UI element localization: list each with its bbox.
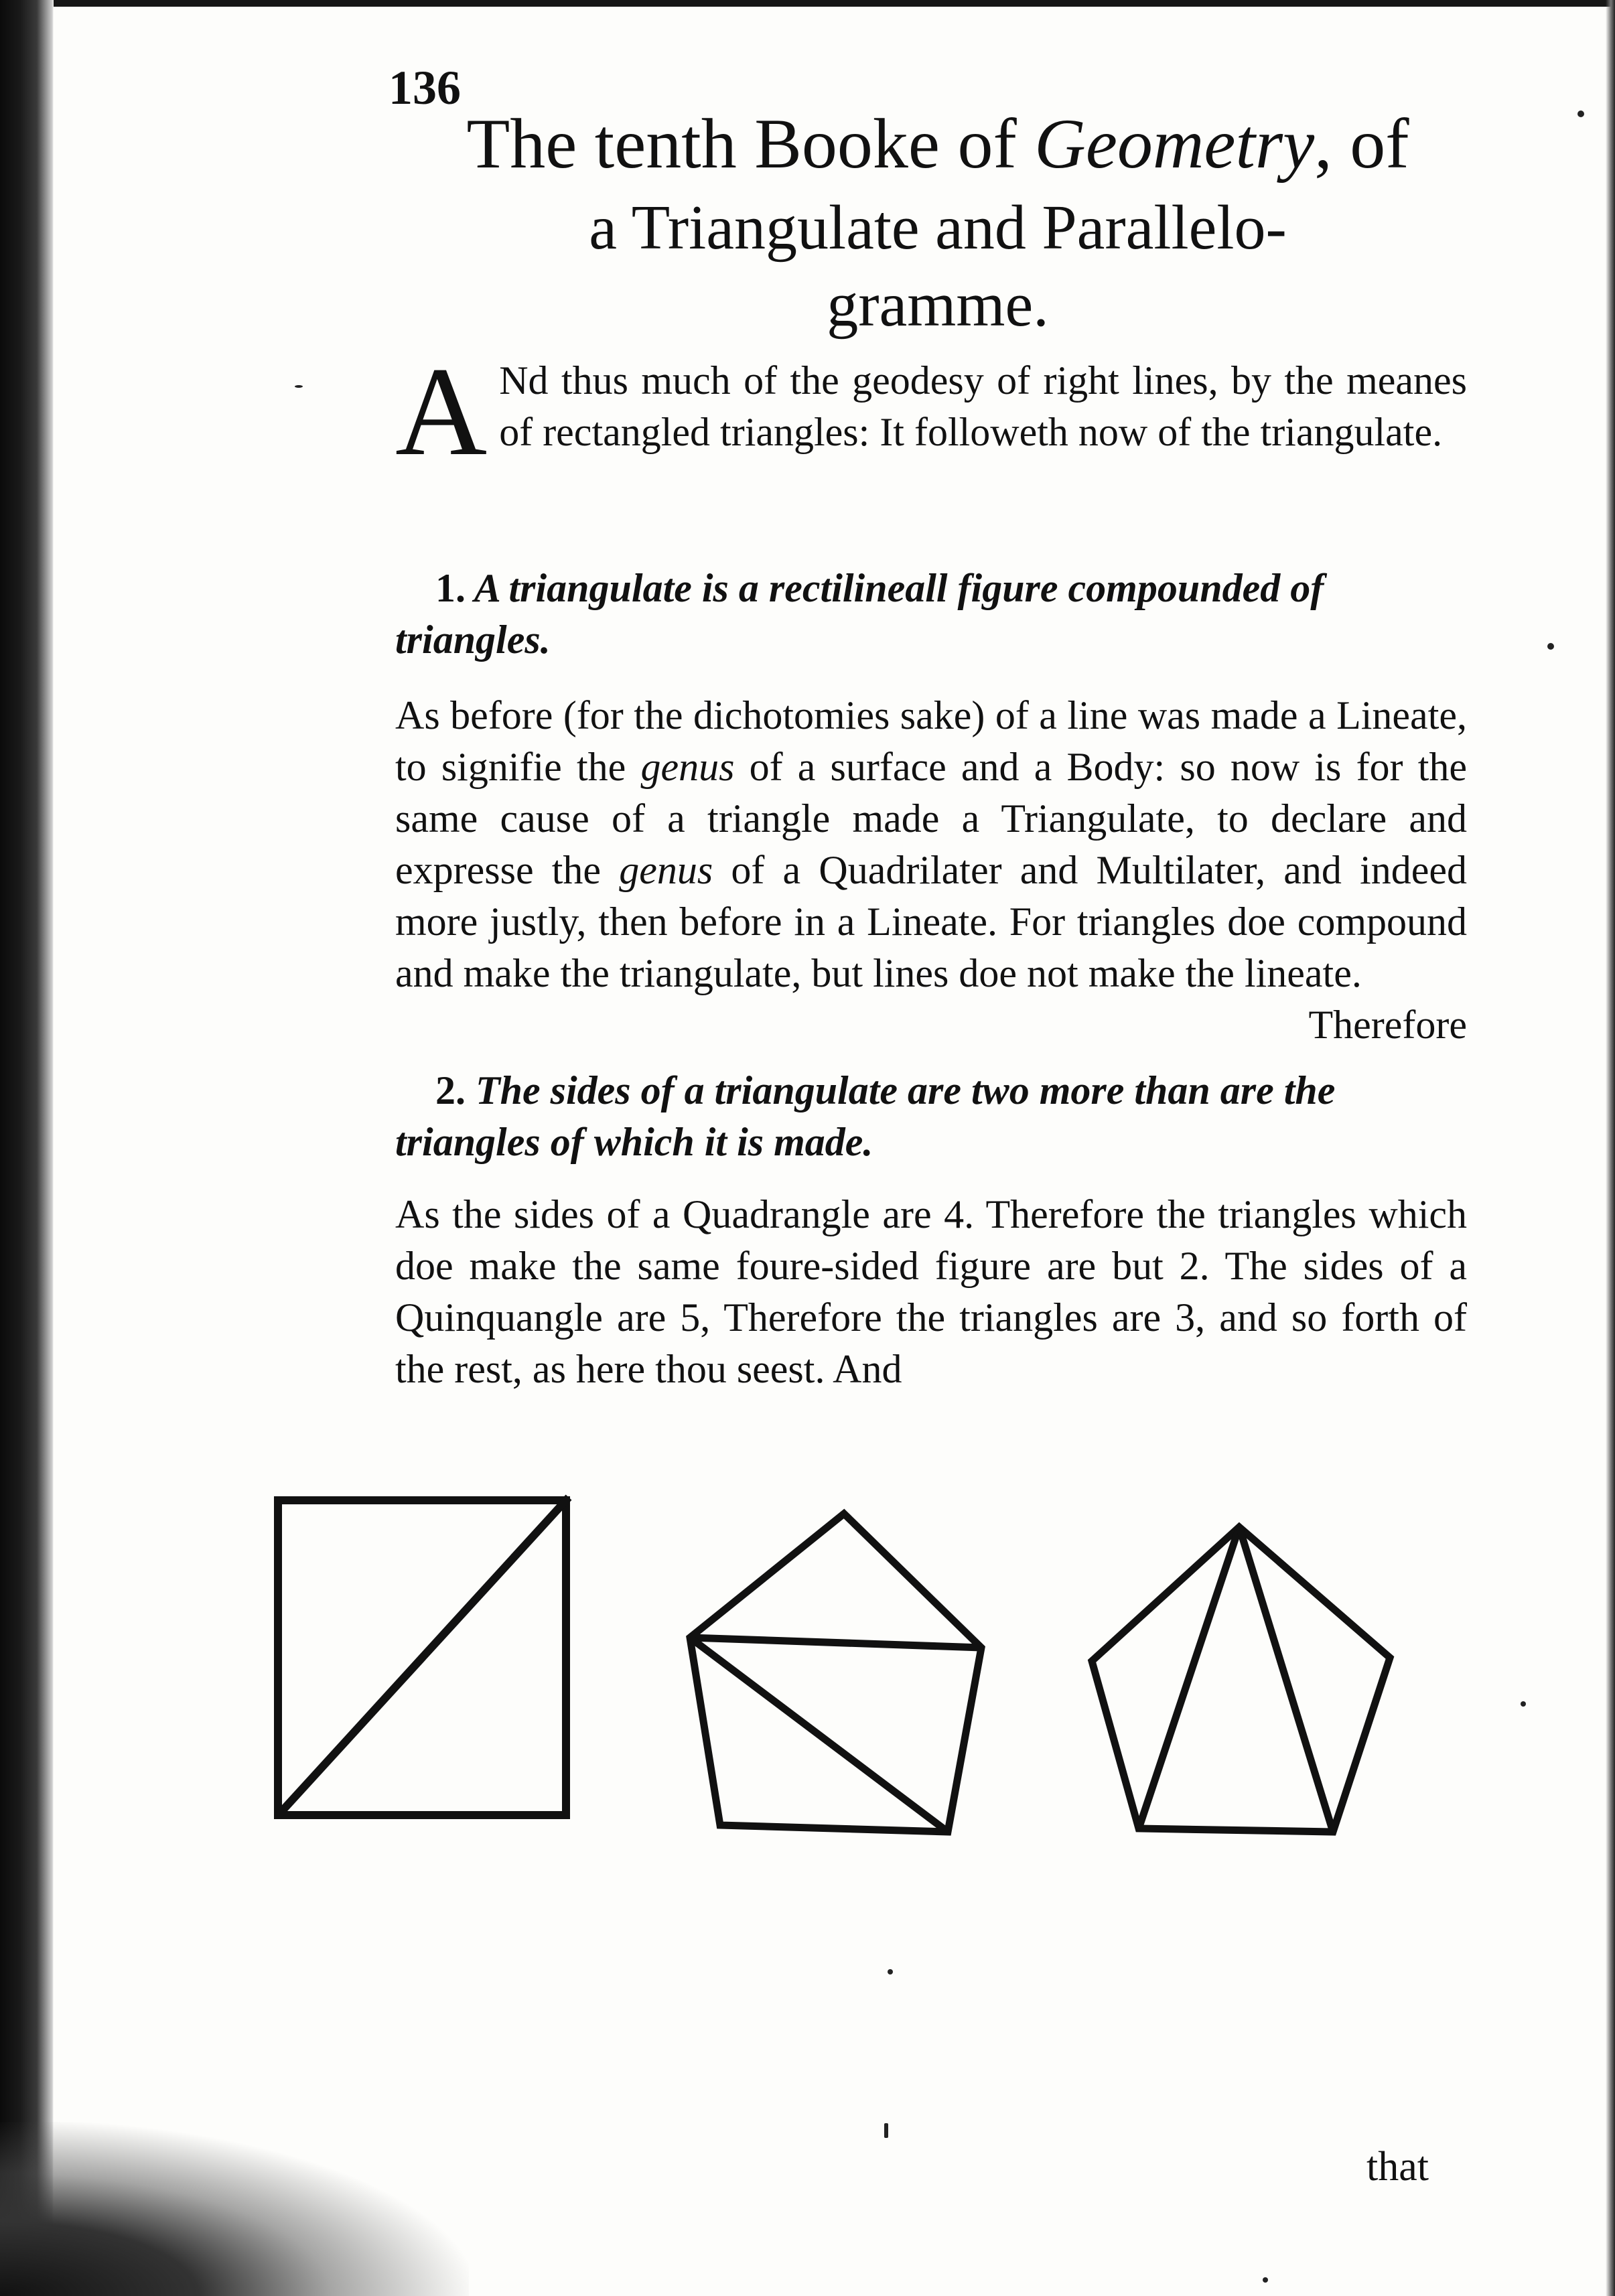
pentagon-figure-middle: [690, 1514, 981, 1832]
page-edge: [1606, 0, 1615, 2296]
title-line-1-pre: The tenth Booke of: [466, 104, 1035, 183]
chapter-title: [402, 100, 1474, 342]
explanation-1-part-c: of a Quadrilater and Multilater, and indeed more justly, then before in a Lineate. For triangles doe compound and make the triangulate, but lines doe not make the lineate.: [395, 848, 1467, 995]
ink-speck: [1547, 643, 1554, 650]
explanation-1-part-b: of a surface and a Body: so now is for the same cause of a triangle made a Triangulate, to declare and expresse the: [395, 745, 1467, 892]
catchword: that: [1366, 2144, 1429, 2190]
ink-speck: [1577, 111, 1584, 117]
proposition-1-number: 1.: [435, 566, 466, 610]
intro-text: Nd thus much of the geodesy of right lines, by the meanes of rectangled triangles: It followeth now of the triangulate.: [499, 358, 1467, 454]
ink-speck: [888, 1969, 893, 1975]
top-rule: [0, 0, 1615, 7]
gutter-shadow: [0, 2122, 469, 2296]
explanation-1-part-a: As before (for the dichotomies sake) of a line was made a Lineate, to signifie the: [395, 693, 1467, 789]
intro-paragraph: [395, 342, 1467, 482]
page-number: 136: [389, 61, 461, 115]
proposition-1: [395, 563, 1467, 666]
ink-speck: [1263, 2277, 1268, 2283]
drop-cap: A: [395, 342, 488, 482]
pentagon-figure-right: [1092, 1527, 1390, 1832]
title-line-1-post: , of: [1314, 104, 1409, 183]
pentagon-chord-d: [1239, 1527, 1333, 1832]
genus-term-2: genus: [619, 848, 713, 892]
explanation-1-catch: Therefore: [1308, 1003, 1467, 1047]
ink-speck: [1521, 1701, 1526, 1707]
binding-gutter: [0, 0, 54, 2296]
square-with-diagonal-figure: [278, 1500, 566, 1815]
proposition-2-number: 2.: [435, 1068, 466, 1113]
title-line-1: [402, 100, 1474, 188]
pentagon-outline-right: [1092, 1527, 1390, 1832]
figures-illustration: [255, 1467, 1440, 1869]
proposition-2-text: The sides of a triangulate are two more than are the triangles of which it is made.: [395, 1068, 1336, 1164]
title-line-2: a Triangulate and Parallelo-: [589, 193, 1287, 263]
title-geometry-word: Geometry: [1034, 104, 1315, 183]
ink-speck: [295, 385, 303, 388]
square-diagonal: [281, 1500, 566, 1812]
pentagon-chord-b: [690, 1638, 948, 1832]
explanation-2: As the sides of a Quadrangle are 4. Therefore the triangles which doe make the same foure-sided figure are but 2. The sides of a Quinquangle are 5, Therefore the triangles are 3, and so forth of the rest, as here thou seest. And: [395, 1192, 1467, 1391]
proposition-1-text: A triangulate is a rectilineall figure compounded of triangles.: [395, 566, 1324, 662]
pentagon-chord-a: [690, 1638, 981, 1648]
proposition-2: [395, 1065, 1467, 1168]
genus-term-1: genus: [640, 745, 735, 789]
explanation-1: [395, 690, 1467, 1051]
title-line-3: gramme.: [827, 270, 1049, 340]
ink-speck: [884, 2123, 888, 2138]
